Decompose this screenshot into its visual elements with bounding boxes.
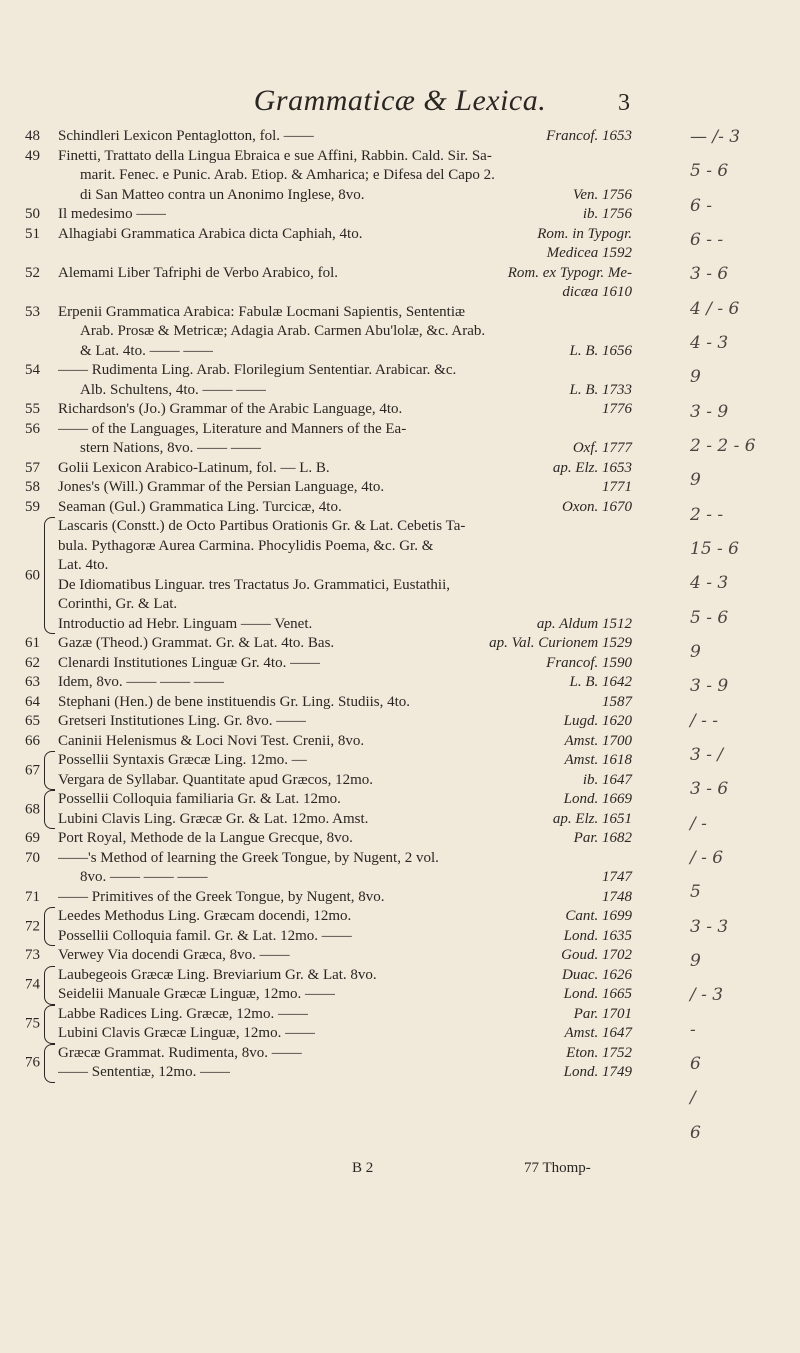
entry-number: 51 (25, 225, 40, 242)
entry-line (58, 576, 632, 596)
entry-text: —— Sententiæ, 12mo. —— (58, 1064, 231, 1080)
entry-line (58, 1005, 632, 1025)
margin-price: 9 (690, 470, 701, 490)
imprint: Par. 1682 (573, 830, 632, 846)
catalogue-entry (0, 946, 640, 966)
catalogue-entry (0, 1044, 640, 1083)
entry-line (58, 1024, 632, 1044)
entry-line (58, 205, 632, 225)
imprint: ib. 1756 (582, 206, 632, 222)
catalogue-entry (0, 420, 640, 459)
entry-line (58, 186, 632, 206)
entry-text: Possellii Syntaxis Græcæ Ling. 12mo. — (58, 752, 307, 768)
imprint: ap. Elz. 1651 (552, 810, 632, 827)
imprint: 1748 (602, 888, 632, 905)
entry-line (58, 654, 632, 674)
entry-text: Introductio ad Hebr. Linguam —— Venet. (58, 615, 313, 632)
catalogue-entry (0, 361, 640, 400)
entry-text: Laubegeois Græcæ Ling. Breviarium Gr. & Lat. 8vo. (58, 966, 377, 983)
margin-price: 6 - (690, 196, 712, 216)
entry-text: Arab. Prosæ & Metricæ; Adagia Arab. Carmen Abu'lolæ, &c. Arab. (80, 323, 486, 339)
entry-line (58, 439, 632, 459)
imprint: Oxon. 1670 (562, 498, 632, 515)
entry-line (58, 400, 632, 420)
margin-price: / - 6 (690, 848, 724, 868)
imprint: Rom. ex Typogr. Me- (507, 264, 632, 281)
margin-price: 4 - 3 (690, 573, 729, 593)
brace-mark (44, 1044, 55, 1083)
entry-number: 67 (25, 761, 40, 778)
entry-line (58, 810, 632, 830)
catalogue-entry (0, 654, 640, 674)
entry-text: Verwey Via docendi Græca, 8vo. —— (58, 947, 290, 963)
entry-text: Lubini Clavis Ling. Græcæ Gr. & Lat. 12mo. Amst. (58, 810, 369, 827)
entry-line (58, 264, 632, 284)
catalogue-entry (0, 478, 640, 498)
entry-line (58, 1044, 632, 1064)
entry-text: Leedes Methodus Ling. Græcam docendi, 12mo. (58, 908, 352, 924)
entry-text: di San Matteo contra un Anonimo Inglese, 8vo. (80, 186, 365, 203)
catalogue-entry (0, 907, 640, 946)
entry-line (58, 225, 632, 245)
margin-price: 9 (690, 367, 701, 387)
entry-line (58, 147, 632, 167)
imprint: Cant. 1699 (565, 908, 632, 924)
entry-line (58, 966, 632, 986)
imprint: Francof. 1590 (546, 654, 632, 671)
entry-number: 75 (25, 1015, 40, 1032)
catalogue-entry (0, 1005, 640, 1044)
entry-text: 8vo. —— —— —— (80, 869, 208, 885)
entry-number: 72 (25, 917, 40, 934)
entry-number: 64 (25, 693, 40, 710)
imprint: Medicea 1592 (546, 245, 632, 261)
catalogue-entry (0, 790, 640, 829)
entry-number: 73 (25, 947, 40, 963)
entry-line (58, 907, 632, 927)
entry-text: Idem, 8vo. —— —— —— (58, 674, 224, 690)
brace-mark (44, 966, 55, 1005)
entry-number: 49 (25, 147, 40, 164)
entry-text: Lubini Clavis Græcæ Linguæ, 12mo. —— (58, 1025, 316, 1041)
entry-line (58, 322, 632, 342)
running-head: Grammaticæ & Lexica. (253, 84, 547, 117)
catalogue-entry (0, 459, 640, 479)
imprint: Amst. 1647 (564, 1025, 632, 1041)
imprint: 1776 (602, 401, 632, 417)
entry-line (58, 1063, 632, 1083)
entry-number: 57 (25, 459, 40, 476)
catalogue-entry (0, 634, 640, 654)
entry-line (58, 595, 632, 615)
catalogue-entry (0, 264, 640, 303)
entry-text: —— of the Languages, Literature and Manners of the Ea- (58, 420, 407, 437)
entry-number: 50 (25, 206, 40, 222)
entry-line (58, 127, 632, 147)
margin-price: 6 (690, 1054, 701, 1074)
catalogue-entry (0, 400, 640, 420)
imprint: Lond. 1665 (563, 986, 632, 1002)
entry-text: Lascaris (Constt.) de Octo Partibus Orationis Gr. & Lat. Cebetis Ta- (58, 518, 466, 534)
entry-text: Vergara de Syllabar. Quantitate apud Græcos, 12mo. (58, 771, 374, 788)
entry-text: Jones's (Will.) Grammar of the Persian Language, 4to. (58, 479, 385, 495)
entry-text: ——'s Method of learning the Greek Tongue, by Nugent, 2 vol. (58, 849, 439, 866)
entry-line (58, 634, 632, 654)
margin-price: 2 - 2 - 6 (690, 436, 756, 456)
entry-number: 69 (25, 830, 40, 846)
imprint: ib. 1647 (582, 771, 632, 788)
entry-line (58, 517, 632, 537)
imprint: L. B. 1733 (569, 381, 632, 398)
entry-text: bula. Pythagoræ Aurea Carmina. Phocylidis Poema, &c. Gr. & (58, 537, 434, 554)
margin-price: 3 - 9 (690, 402, 729, 422)
entry-line (58, 693, 632, 713)
margin-price: - (690, 1020, 696, 1040)
entry-text: Alemami Liber Tafriphi de Verbo Arabico, fol. (58, 264, 338, 281)
entry-text: Erpenii Grammatica Arabica: Fabulæ Locmani Sapientis, Sententiæ (58, 303, 465, 320)
imprint: L. B. 1642 (569, 674, 632, 690)
entry-line (58, 244, 632, 264)
entry-number: 48 (25, 128, 40, 144)
entry-line (58, 537, 632, 557)
imprint: Par. 1701 (573, 1005, 632, 1022)
catalogue-entry (0, 712, 640, 732)
entry-text: Græcæ Grammat. Rudimenta, 8vo. —— (58, 1044, 302, 1061)
entry-line (58, 946, 632, 966)
entry-number: 52 (25, 264, 40, 281)
entry-number: 56 (25, 420, 40, 437)
catalogue-entry (0, 673, 640, 693)
signature-mark: B 2 (352, 1160, 374, 1176)
entry-text: Alb. Schultens, 4to. —— —— (80, 381, 267, 398)
entry-line (58, 498, 632, 518)
margin-price: 3 - 3 (690, 917, 729, 937)
entry-text: Possellii Colloquia familiaria Gr. & Lat. 12mo. (58, 791, 341, 807)
entry-line (58, 673, 632, 693)
imprint: 1587 (602, 693, 632, 710)
entry-number: 53 (25, 303, 40, 320)
catalogue-entry (0, 498, 640, 518)
entry-line (58, 420, 632, 440)
imprint: 1771 (602, 479, 632, 495)
margin-price: 4 / - 6 (690, 299, 740, 319)
entry-text: Lat. 4to. (58, 557, 109, 573)
entry-line (58, 985, 632, 1005)
brace-mark (44, 751, 55, 790)
entry-text: De Idiomatibus Linguar. tres Tractatus Jo. Grammatici, Eustathii, (58, 576, 451, 593)
margin-price: 5 - 6 (690, 608, 729, 628)
imprint: Amst. 1618 (564, 752, 632, 768)
catalogue-entry (0, 205, 640, 225)
entry-text: stern Nations, 8vo. —— —— (80, 440, 261, 456)
margin-price: / (690, 1088, 696, 1108)
margin-price: / - - (690, 711, 719, 731)
catalogue-entry (0, 517, 640, 634)
entry-number: 76 (25, 1054, 40, 1071)
entry-number: 54 (25, 362, 40, 378)
margin-price: 3 - / (690, 745, 724, 765)
margin-price: 6 - - (690, 230, 724, 250)
imprint: ap. Aldum 1512 (536, 615, 632, 632)
entry-text: Seidelii Manuale Græcæ Linguæ, 12mo. —— (58, 986, 336, 1002)
entry-text: marit. Fenec. e Punic. Arab. Etiop. & Amharica; e Difesa del Capo 2. (80, 167, 495, 183)
brace-mark (44, 907, 55, 946)
catalogue-entry (0, 829, 640, 849)
entry-number: 74 (25, 976, 40, 993)
catalogue-entry (0, 732, 640, 752)
catalogue-entries (0, 127, 640, 1083)
entry-text: Schindleri Lexicon Pentaglotton, fol. —— (58, 128, 314, 144)
brace-mark (44, 1005, 55, 1044)
brace-mark (44, 790, 55, 829)
page-number: 3 (618, 90, 630, 116)
entry-number: 65 (25, 713, 40, 729)
entry-text: Golii Lexicon Arabico-Latinum, fol. — L. B. (58, 459, 330, 476)
entry-number: 70 (25, 849, 40, 866)
entry-text: & Lat. 4to. —— —— (80, 342, 214, 359)
page-header (0, 84, 800, 118)
catalogue-entry (0, 693, 640, 713)
entry-line (58, 459, 632, 479)
entry-text: Caninii Helenismus & Loci Novi Test. Crenii, 8vo. (58, 732, 365, 749)
entry-line (58, 868, 632, 888)
catalogue-entry (0, 303, 640, 362)
catalogue-entry (0, 966, 640, 1005)
margin-price: 2 - - (690, 505, 724, 525)
entry-text: —— Rudimenta Ling. Arab. Florilegium Sententiar. Arabicar. &c. (58, 362, 457, 378)
entry-number: 63 (25, 674, 40, 690)
imprint: Francof. 1653 (546, 128, 632, 144)
entry-line (58, 732, 632, 752)
entry-line (58, 303, 632, 323)
entry-line (58, 712, 632, 732)
entry-text: Gazæ (Theod.) Grammat. Gr. & Lat. 4to. Bas. (58, 635, 335, 651)
catalogue-entry (0, 849, 640, 888)
entry-text: Port Royal, Methode de la Langue Grecque, 8vo. (58, 830, 353, 846)
entry-line (58, 166, 632, 186)
entry-line (58, 829, 632, 849)
catalogue-entry (0, 751, 640, 790)
entry-text: —— Primitives of the Greek Tongue, by Nugent, 8vo. (58, 888, 385, 905)
entry-text: Alhagiabi Grammatica Arabica dicta Caphiah, 4to. (58, 225, 363, 242)
entry-number: 55 (25, 401, 40, 417)
catalogue-entry (0, 225, 640, 264)
entry-number: 61 (25, 635, 40, 651)
margin-price: 4 - 3 (690, 333, 729, 353)
entry-line (58, 342, 632, 362)
catalogue-entry (0, 147, 640, 206)
entry-line (58, 478, 632, 498)
entry-number: 60 (25, 566, 40, 583)
brace-mark (44, 517, 55, 634)
entry-line (58, 381, 632, 401)
imprint: Ven. 1756 (572, 186, 632, 203)
entry-text: Finetti, Trattato della Lingua Ebraica e sue Affini, Rabbin. Cald. Sir. Sa- (58, 147, 492, 164)
entry-line (58, 790, 632, 810)
imprint: Oxf. 1777 (572, 440, 632, 456)
imprint: ap. Elz. 1653 (552, 459, 632, 476)
margin-price: 3 - 9 (690, 676, 729, 696)
margin-price: 9 (690, 642, 701, 662)
margin-price: 6 (690, 1123, 701, 1143)
entry-text: Clenardi Institutiones Linguæ Gr. 4to. —— (58, 654, 321, 671)
entry-text: Il medesimo —— (58, 206, 167, 222)
entry-text: Labbe Radices Ling. Græcæ, 12mo. —— (58, 1005, 308, 1022)
entry-text: Gretseri Institutiones Ling. Gr. 8vo. —— (58, 713, 307, 729)
imprint: Amst. 1700 (564, 732, 632, 749)
entry-number: 59 (25, 498, 40, 515)
entry-text: Possellii Colloquia famil. Gr. & Lat. 12mo. —— (58, 927, 352, 944)
entry-text: Stephani (Hen.) de bene instituendis Gr. Ling. Studiis, 4to. (58, 693, 411, 710)
entry-number: 71 (25, 888, 40, 905)
imprint: Eton. 1752 (566, 1044, 632, 1061)
catchword: 77 Thomp- (524, 1160, 591, 1176)
margin-price: / - 3 (690, 985, 724, 1005)
margin-price: 15 - 6 (690, 539, 739, 559)
imprint: Goud. 1702 (561, 947, 632, 963)
imprint: ap. Val. Curionem 1529 (489, 635, 632, 651)
entry-number: 66 (25, 732, 40, 749)
entry-line (58, 361, 632, 381)
catalogue-entry (0, 888, 640, 908)
imprint: Lond. 1749 (563, 1064, 632, 1080)
margin-price: / - (690, 814, 707, 834)
imprint: 1747 (602, 869, 632, 885)
entry-line (58, 927, 632, 947)
entry-line (58, 751, 632, 771)
margin-price: 5 - 6 (690, 161, 729, 181)
entry-line (58, 849, 632, 869)
entry-text: Richardson's (Jo.) Grammar of the Arabic Language, 4to. (58, 401, 403, 417)
catalogue-entry (0, 127, 640, 147)
margin-price: 3 - 6 (690, 779, 729, 799)
entry-line (58, 888, 632, 908)
imprint: Lond. 1669 (563, 791, 632, 807)
margin-price: 5 (690, 882, 701, 902)
entry-line (58, 615, 632, 635)
margin-price: 3 - 6 (690, 264, 729, 284)
margin-price: 9 (690, 951, 701, 971)
entry-line (58, 771, 632, 791)
entry-number: 58 (25, 479, 40, 495)
entry-text: Corinthi, Gr. & Lat. (58, 596, 178, 612)
entry-line (58, 556, 632, 576)
imprint: Rom. in Typogr. (537, 225, 632, 242)
imprint: Lond. 1635 (563, 927, 632, 944)
imprint: Duac. 1626 (562, 966, 632, 983)
entry-number: 68 (25, 800, 40, 817)
imprint: L. B. 1656 (569, 342, 632, 359)
imprint: dicæa 1610 (562, 284, 632, 300)
entry-line (58, 283, 632, 303)
entry-text: Seaman (Gul.) Grammatica Ling. Turcicæ, 4to. (58, 498, 342, 515)
margin-price: — /- 3 (690, 127, 741, 147)
entry-number: 62 (25, 654, 40, 671)
imprint: Lugd. 1620 (563, 713, 632, 729)
